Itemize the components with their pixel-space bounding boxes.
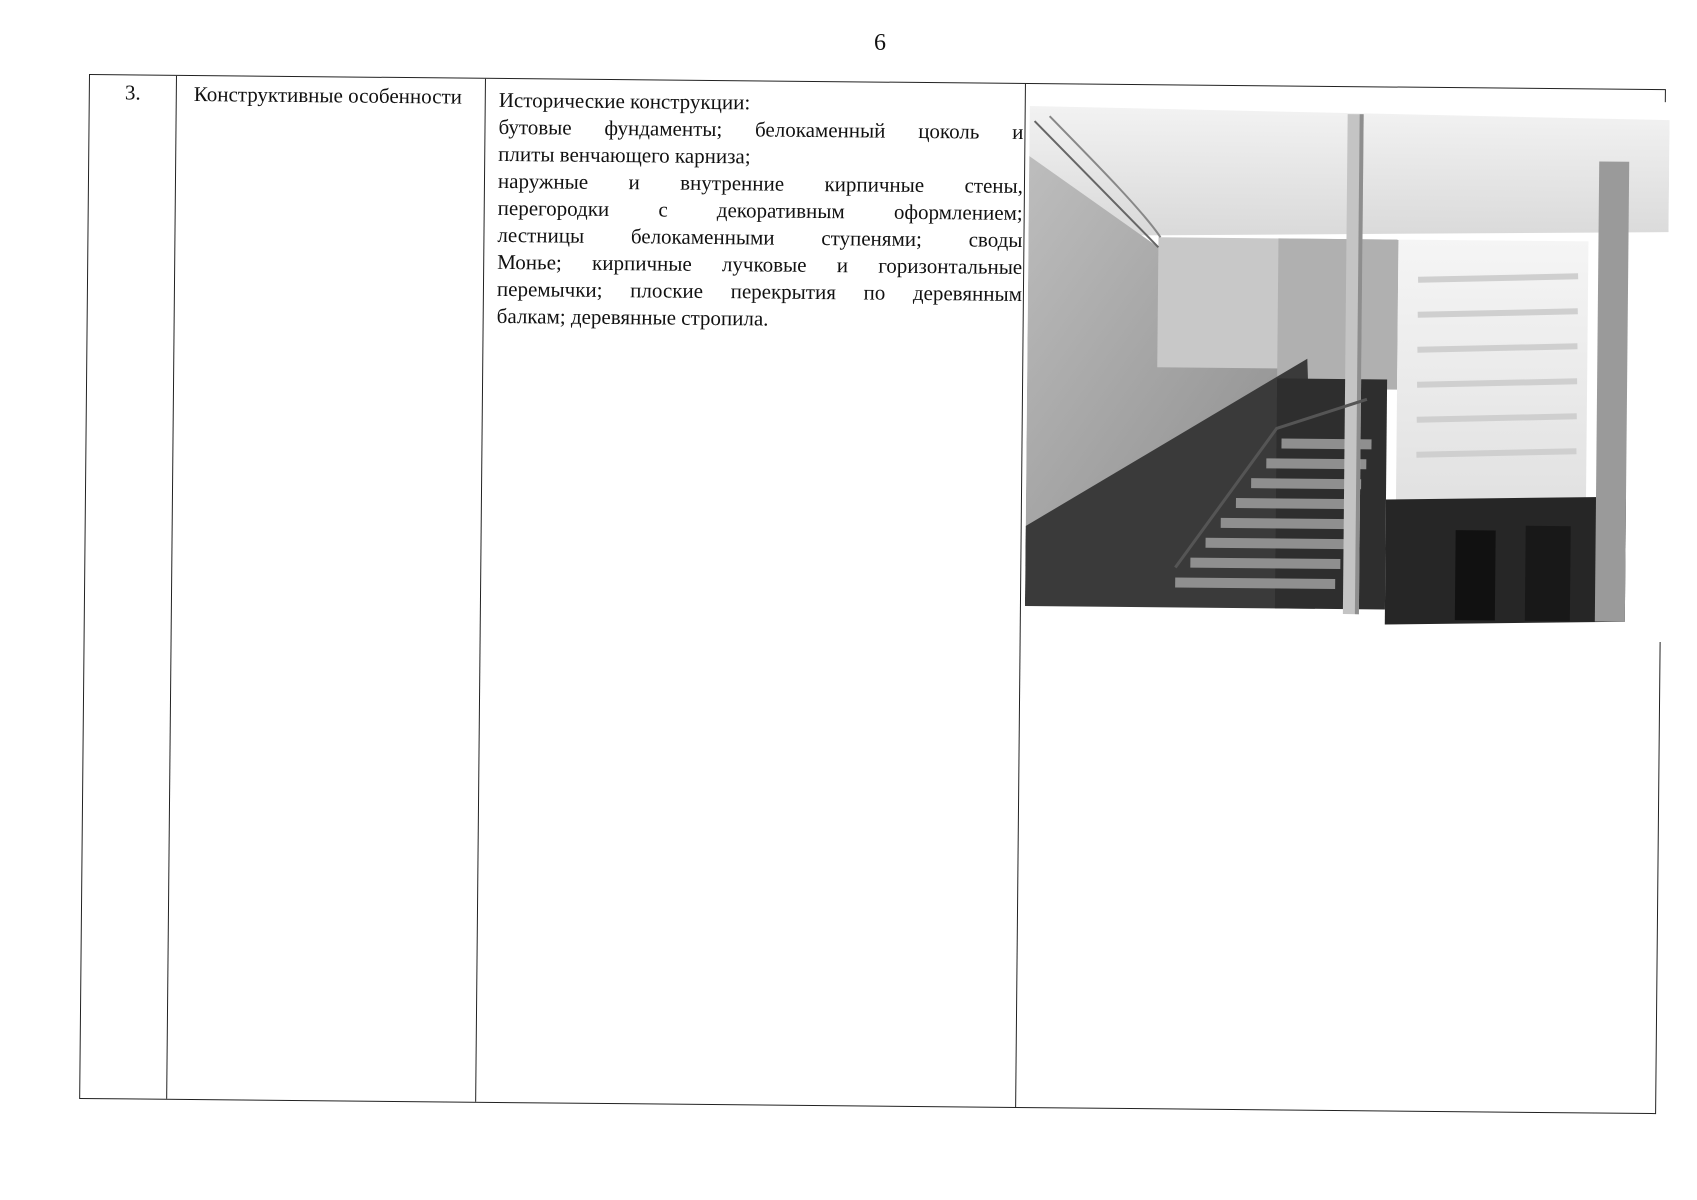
features-table [79, 74, 1666, 1114]
feature-name: Конструктивные особенности [193, 82, 463, 109]
description-line: плиты венчающего карниза; [498, 141, 751, 169]
description-line: Монье; кирпичные лучковые и горизонтальные [497, 249, 1023, 279]
description-line: лестницы белокаменными ступенями; своды [497, 222, 1023, 252]
description-line: перемычки; плоские перекрытия по деревянным [496, 276, 1023, 306]
staircase-photo [1025, 96, 1670, 642]
feature-description [497, 87, 1024, 335]
column-divider [475, 79, 486, 1102]
description-line: балкам; деревянные стропила. [496, 303, 769, 331]
description-line: Исторические конструкции: [498, 87, 751, 115]
row-number: 3. [124, 80, 141, 105]
page-number: 6 [874, 30, 886, 56]
description-line: перегородки с декоративным оформлением; [497, 195, 1023, 225]
column-divider [166, 76, 177, 1099]
description-line: наружные и внутренние кирпичные стены, [497, 168, 1024, 198]
description-line: бутовые фундаменты; белокаменный цоколь и [498, 114, 1024, 144]
